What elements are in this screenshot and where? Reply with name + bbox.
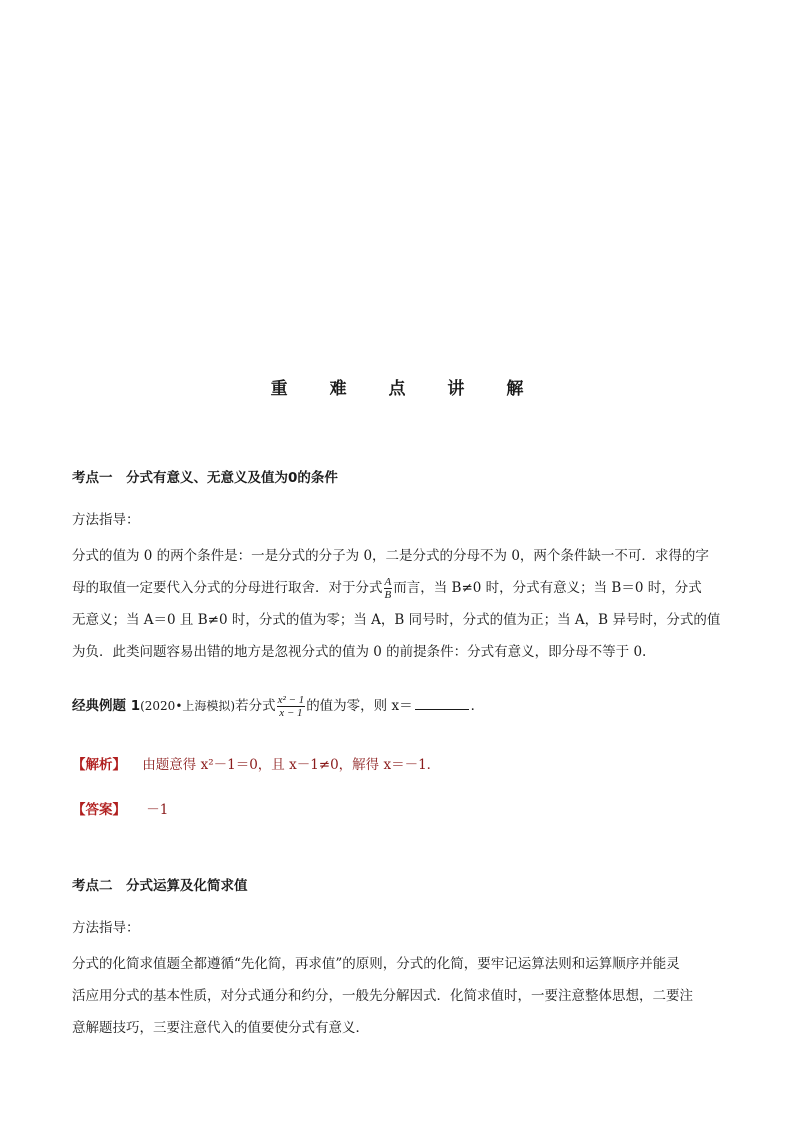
section2-method-label: 方法指导： [72, 920, 140, 936]
example-1 [72, 694, 484, 719]
answer-row [72, 798, 168, 818]
example-frac-numerator: x² − 1 [277, 694, 305, 706]
answer-text: －1 [146, 802, 169, 818]
answer-label: 【答案】 [72, 802, 126, 818]
section1-line-3: 无意义；当 A＝0 且 B≠0 时，分式的值为零；当 A，B 同号时，分式的值为正；当 A，B 异号时，分式的值 [72, 612, 721, 628]
analysis-text: 由题意得 x²－1＝0，且 x－1≠0，解得 x＝－1． [142, 757, 441, 773]
example-source: (2020•上海模拟) [140, 699, 236, 713]
page-title: 重 难 点 讲 解 [270, 379, 542, 399]
section1-method-label: 方法指导： [72, 512, 140, 528]
fraction-a-over-b [384, 576, 393, 601]
section2-paragraph [72, 948, 722, 1044]
analysis-label: 【解析】 [72, 757, 126, 773]
answer-blank [415, 697, 469, 710]
example-post: 的值为零，则 x＝ [306, 698, 413, 714]
section1-line-4: 为负．此类问题容易出错的地方是忽视分式的值为 0 的前提条件：分式有意义，即分母不等于 0. [72, 644, 647, 660]
section1-paragraph [72, 540, 722, 668]
frac-numerator: A [384, 576, 392, 588]
example-end: ． [470, 698, 485, 714]
example-fraction [277, 694, 306, 719]
section2-heading: 考点二 分式运算及化简求值 [72, 878, 248, 894]
section2-line-2: 活应用分式的基本性质，对分式通分和约分，一般先分解因式．化简求值时，一要注意整体思想，二要注 [72, 988, 693, 1004]
frac-denominator: B [384, 589, 392, 601]
section1-line-1: 分式的值为 0 的两个条件是：一是分式的分子为 0，二是分式的分母不为 0，两个条件缺一不可．求得的字 [72, 548, 709, 564]
section1-line-2 [72, 572, 722, 604]
section1-heading: 考点一 分式有意义、无意义及值为0的条件 [72, 470, 338, 486]
example-frac-denominator: x − 1 [277, 706, 306, 719]
example-pre: 若分式 [235, 698, 276, 714]
example-label: 经典例题 1 [72, 698, 141, 714]
section2-line-1: 分式的化简求值题全都遵循“先化简，再求值”的原则，分式的化简，要牢记运算法则和运算顺序并能灵 [72, 956, 680, 972]
section2-line-3: 意解题技巧，三要注意代入的值要使分式有意义． [72, 1020, 369, 1036]
section1-line-2b: 而言，当 B≠0 时，分式有意义；当 B＝0 时，分式 [393, 580, 702, 596]
section1-line-2a: 母的取值一定要代入分式的分母进行取舍．对于分式 [72, 580, 383, 596]
analysis-row [72, 753, 440, 773]
